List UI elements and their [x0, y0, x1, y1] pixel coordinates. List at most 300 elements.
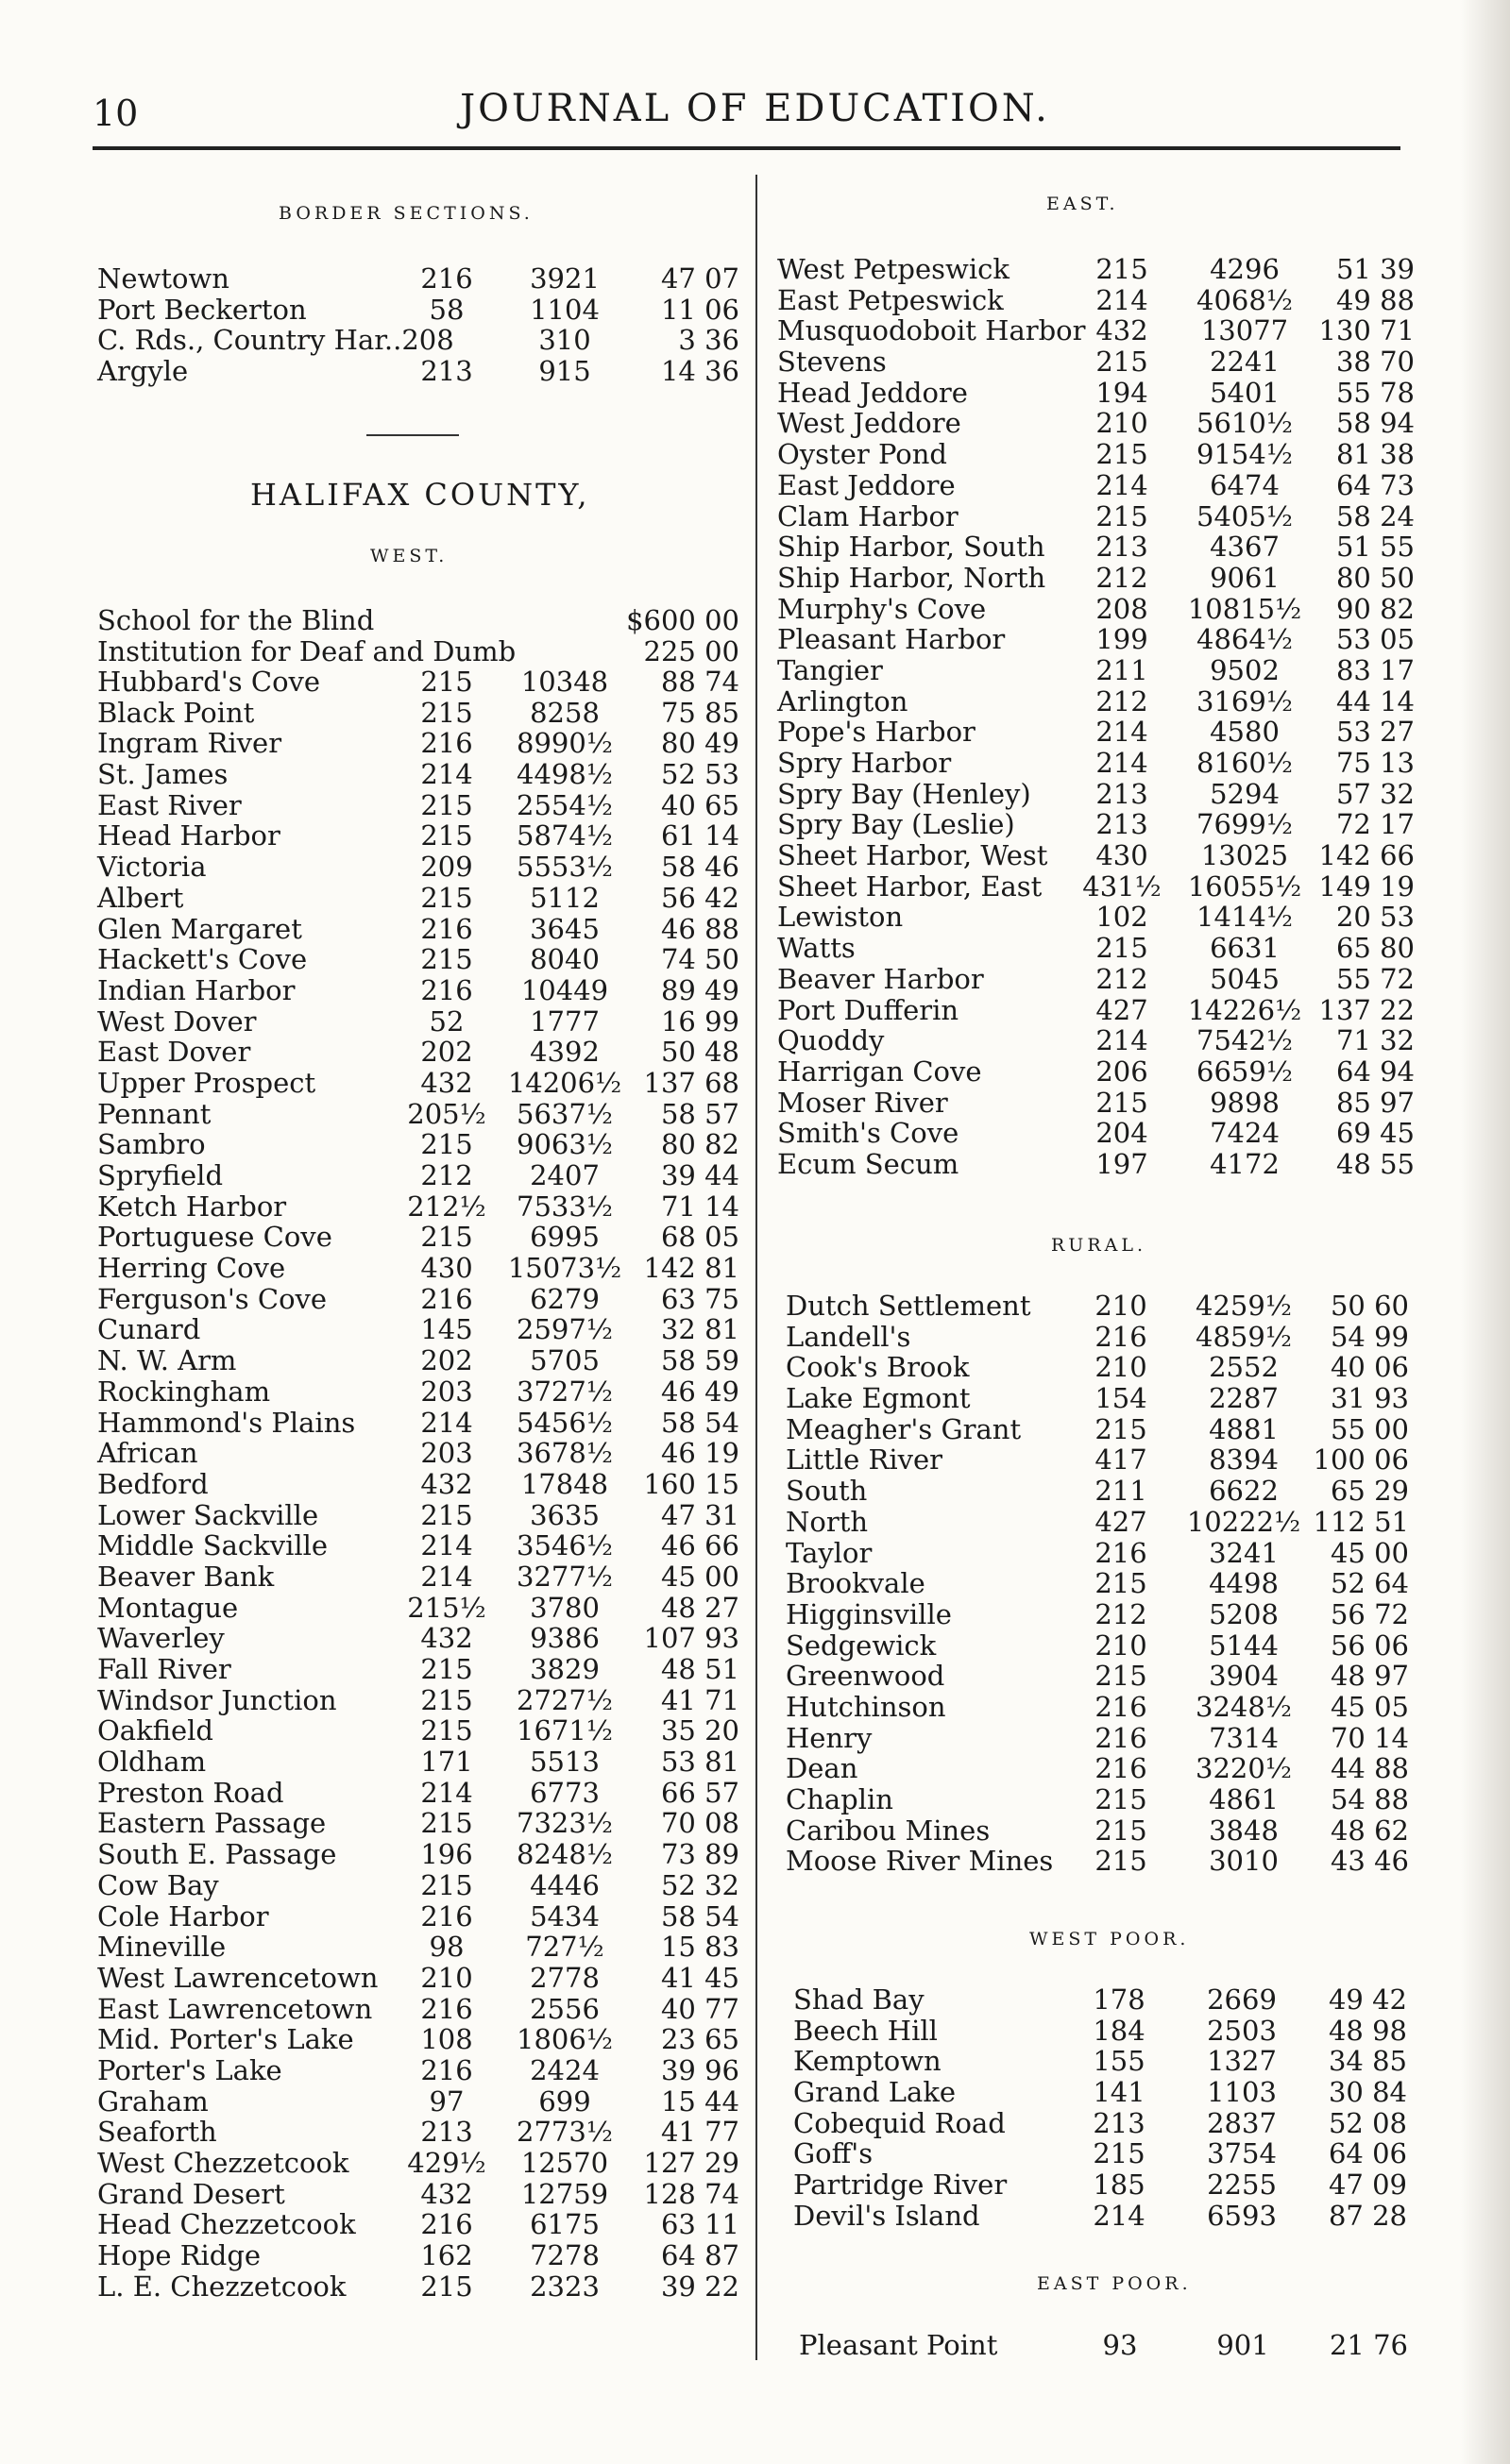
grant-amount: 71 32 — [1335, 1024, 1415, 1057]
teaching-days: 216 — [1094, 1320, 1147, 1353]
table-row — [97, 1593, 739, 1624]
section-name: Hope Ridge — [97, 2239, 262, 2272]
teaching-days: 215 — [1094, 1783, 1147, 1815]
teaching-days: 211 — [1094, 1475, 1147, 1508]
table-row — [97, 325, 739, 356]
section-name: South — [786, 1475, 868, 1508]
grant-amount: 16 99 — [660, 1004, 739, 1038]
teaching-days: 214 — [420, 1560, 473, 1593]
teaching-days: 93 — [1102, 2329, 1138, 2361]
average-attendance: 5405½ — [1196, 499, 1293, 532]
institution-name: Institution for Deaf and Dumb — [97, 634, 517, 667]
teaching-days: 206 — [1095, 1055, 1148, 1088]
teaching-days: 215 — [1094, 1814, 1147, 1847]
section-name: Dutch Settlement — [786, 1290, 1031, 1322]
table-row — [799, 2330, 1417, 2361]
teaching-days: 102 — [1095, 901, 1148, 934]
grant-amount: 48 97 — [1330, 1660, 1409, 1693]
teaching-days: 215 — [420, 2270, 473, 2303]
east-sections-table — [777, 254, 1419, 1180]
table-row — [786, 1568, 1418, 1599]
average-attendance: 5456½ — [517, 1406, 613, 1439]
average-attendance: 9061 — [1210, 561, 1280, 594]
grant-amount: 65 80 — [1335, 932, 1415, 965]
teaching-days: 215 — [420, 696, 473, 729]
section-name: Cobequid Road — [793, 2106, 1006, 2139]
west-sections-table — [97, 667, 739, 2302]
average-attendance: 2241 — [1210, 346, 1280, 379]
average-attendance: 6622 — [1209, 1475, 1279, 1508]
average-attendance: 3169½ — [1196, 684, 1293, 717]
teaching-days: 199 — [1095, 623, 1148, 656]
grant-amount: 55 00 — [1330, 1412, 1409, 1445]
teaching-days: 214 — [420, 758, 473, 791]
section-name: Oakfield — [97, 1714, 213, 1747]
section-name: Head Chezzetcook — [97, 2208, 356, 2241]
section-name: Mid. Porter's Lake — [97, 2023, 354, 2056]
grant-amount: 20 53 — [1335, 901, 1415, 934]
average-attendance: 2773½ — [517, 2116, 613, 2149]
teaching-days: 214 — [1095, 747, 1148, 779]
institution-row — [97, 636, 739, 667]
section-name: Devil's Island — [793, 2199, 980, 2232]
grant-amount: 57 32 — [1335, 777, 1415, 810]
section-name: Moser River — [777, 1086, 948, 1119]
teaching-days: 214 — [420, 1776, 473, 1809]
teaching-days: 196 — [420, 1838, 473, 1871]
section-name: Upper Prospect — [97, 1066, 316, 1099]
section-name: East Dover — [97, 1036, 251, 1069]
teaching-days: 210 — [1095, 407, 1148, 440]
average-attendance: 3645 — [530, 912, 600, 945]
section-name: East Lawrencetown — [97, 1992, 373, 2025]
table-row — [777, 995, 1419, 1026]
teaching-days: 97 — [429, 2084, 465, 2118]
section-name: West Petpeswick — [777, 253, 1009, 285]
table-row — [786, 1630, 1418, 1662]
teaching-days: 212 — [1095, 561, 1148, 594]
teaching-days: 215 — [420, 788, 473, 821]
grant-amount: 11 06 — [660, 293, 739, 326]
average-attendance: 10815½ — [1187, 592, 1302, 625]
section-name: Spryfield — [97, 1159, 224, 1191]
section-name: Spry Harbor — [777, 747, 952, 779]
grant-amount: 53 81 — [660, 1746, 739, 1779]
rural-sections-table — [786, 1291, 1418, 1877]
border-sections-heading: BORDER SECTIONS. — [279, 203, 534, 224]
teaching-days: 215 — [420, 1498, 473, 1531]
section-name: Shad Bay — [793, 1983, 925, 2016]
average-attendance: 2255 — [1207, 2169, 1277, 2202]
section-name: Sheet Harbor, East — [777, 869, 1043, 903]
average-attendance: 4259½ — [1196, 1290, 1292, 1322]
table-row — [786, 1692, 1418, 1723]
section-name: South E. Passage — [97, 1838, 337, 1871]
section-name: Pleasant Point — [799, 2329, 998, 2361]
teaching-days: 178 — [1093, 1983, 1145, 2016]
table-row — [97, 1839, 739, 1870]
average-attendance: 16055½ — [1187, 869, 1302, 903]
table-row — [97, 1099, 739, 1130]
teaching-days: 213 — [1095, 777, 1148, 810]
grant-amount: 15 44 — [660, 2084, 739, 2118]
average-attendance: 3904 — [1209, 1660, 1279, 1693]
average-attendance: 3678½ — [517, 1437, 613, 1470]
average-attendance: 2503 — [1207, 2014, 1277, 2047]
grant-amount: 52 32 — [660, 1868, 739, 1901]
section-name: Pope's Harbor — [777, 716, 976, 749]
grant-amount: 55 78 — [1335, 376, 1415, 409]
west-heading: WEST. — [370, 546, 449, 566]
teaching-days: 432 — [420, 1622, 473, 1655]
section-name: African — [97, 1437, 198, 1470]
teaching-days: 212 — [1095, 684, 1148, 717]
section-name: Moose River Mines — [786, 1845, 1054, 1878]
teaching-days: 210 — [1094, 1351, 1147, 1384]
grant-amount: 41 71 — [660, 1683, 739, 1716]
table-row — [97, 1253, 739, 1284]
table-row — [97, 1808, 739, 1839]
section-name: Indian Harbor — [97, 973, 296, 1006]
table-row — [786, 1476, 1418, 1507]
grant-amount: 49 42 — [1328, 1983, 1407, 2016]
section-name: Meagher's Grant — [786, 1412, 1022, 1445]
average-attendance: 5874½ — [517, 819, 613, 852]
journal-title: JOURNAL OF EDUCATION. — [460, 87, 1050, 130]
average-attendance: 7542½ — [1196, 1024, 1293, 1057]
teaching-days: 209 — [420, 851, 473, 884]
average-attendance: 8394 — [1209, 1443, 1279, 1477]
table-row — [97, 2117, 739, 2148]
grant-amount: 48 27 — [660, 1591, 739, 1624]
teaching-days: 216 — [1094, 1536, 1147, 1569]
table-row — [97, 1284, 739, 1315]
section-name: Lower Sackville — [97, 1498, 319, 1531]
table-row — [97, 883, 739, 914]
teaching-days: 215 — [1095, 438, 1148, 471]
table-row — [97, 1561, 739, 1593]
grant-amount: 75 85 — [660, 696, 739, 729]
grant-amount: 54 99 — [1330, 1320, 1409, 1353]
section-name: West Lawrencetown — [97, 1961, 379, 1994]
average-attendance: 1103 — [1207, 2076, 1277, 2109]
teaching-days: 52 — [429, 1004, 465, 1038]
table-row — [777, 315, 1419, 346]
average-attendance: 2727½ — [517, 1683, 613, 1716]
teaching-days: 214 — [1095, 716, 1148, 749]
table-row — [793, 2046, 1417, 2077]
table-row — [97, 1376, 739, 1408]
teaching-days: 216 — [1094, 1752, 1147, 1785]
grant-amount: 72 17 — [1335, 808, 1415, 841]
teaching-days: 58 — [429, 293, 465, 326]
table-row — [97, 1994, 739, 2025]
grant-amount: 46 19 — [660, 1437, 739, 1470]
average-attendance: 4864½ — [1196, 623, 1293, 656]
average-attendance: 5705 — [530, 1344, 600, 1377]
east-heading: EAST. — [1046, 194, 1119, 214]
table-row — [777, 809, 1419, 840]
grant-amount: 137 22 — [1318, 993, 1415, 1026]
grant-amount: 58 94 — [1335, 407, 1415, 440]
teaching-days: 202 — [420, 1036, 473, 1069]
section-name: North — [786, 1505, 869, 1538]
average-attendance: 2837 — [1207, 2106, 1277, 2139]
average-attendance: 3546½ — [517, 1529, 613, 1562]
table-row — [777, 964, 1419, 995]
grant-amount: 46 49 — [660, 1375, 739, 1408]
average-attendance: 4861 — [1209, 1783, 1279, 1815]
table-row — [97, 2086, 739, 2118]
table-row — [777, 902, 1419, 933]
table-row — [97, 2024, 739, 2055]
average-attendance: 5434 — [530, 1899, 600, 1932]
table-row — [97, 1870, 739, 1901]
section-name: Partridge River — [793, 2169, 1008, 2202]
grant-amount: 45 00 — [1330, 1536, 1409, 1569]
section-name: Caribou Mines — [786, 1814, 991, 1847]
table-row — [97, 914, 739, 945]
table-row — [97, 1500, 739, 1531]
table-row — [97, 1963, 739, 1994]
section-name: East River — [97, 788, 242, 821]
table-row — [97, 1438, 739, 1469]
section-name: Oyster Pond — [777, 438, 947, 471]
teaching-days: 417 — [1094, 1443, 1147, 1477]
teaching-days: 211 — [1095, 653, 1148, 686]
grant-amount: 14 36 — [660, 355, 739, 388]
grant-amount: 87 28 — [1328, 2199, 1407, 2232]
teaching-days: 194 — [1095, 376, 1148, 409]
teaching-days: 215 — [1094, 1660, 1147, 1693]
grant-amount: 69 45 — [1335, 1117, 1415, 1150]
grant-amount: 63 11 — [660, 2208, 739, 2241]
grant-amount: 128 74 — [643, 2177, 739, 2210]
table-row — [777, 1025, 1419, 1056]
teaching-days: 208 — [1095, 592, 1148, 625]
section-name: East Petpeswick — [777, 283, 1004, 316]
table-row — [777, 563, 1419, 594]
table-row — [777, 933, 1419, 964]
grant-amount: 71 14 — [660, 1190, 739, 1223]
grant-amount: 34 85 — [1328, 2045, 1407, 2078]
grant-amount: 68 05 — [660, 1221, 739, 1254]
grant-amount: 130 71 — [1318, 314, 1415, 347]
table-row — [97, 790, 739, 821]
section-name: Ketch Harbor — [97, 1190, 287, 1223]
average-attendance: 6631 — [1210, 932, 1280, 965]
table-row — [97, 1932, 739, 1963]
average-attendance: 8248½ — [517, 1838, 613, 1871]
grant-amount: 56 72 — [1330, 1597, 1409, 1630]
teaching-days: 216 — [420, 1899, 473, 1932]
average-attendance: 4498½ — [517, 758, 613, 791]
grant-amount: 70 14 — [1330, 1721, 1409, 1754]
average-attendance: 2424 — [530, 2053, 600, 2086]
table-row — [97, 2209, 739, 2240]
grant-amount: 61 14 — [660, 819, 739, 852]
section-name: Sedgewick — [786, 1629, 937, 1662]
grant-amount: 15 83 — [660, 1931, 739, 1964]
average-attendance: 4859½ — [1196, 1320, 1292, 1353]
teaching-days: 213 — [1093, 2106, 1145, 2139]
teaching-days: 216 — [420, 912, 473, 945]
average-attendance: 1806½ — [517, 2023, 613, 2056]
header-rule — [93, 146, 1400, 150]
section-name: Herring Cove — [97, 1252, 286, 1285]
section-name: C. Rds., Country Har..208 — [97, 324, 454, 357]
grant-amount: 58 24 — [1335, 499, 1415, 532]
grant-amount: 137 68 — [643, 1066, 739, 1099]
teaching-days: 215 — [1094, 1412, 1147, 1445]
grant-amount: 21 76 — [1329, 2329, 1408, 2361]
section-name: Sheet Harbor, West — [777, 839, 1048, 872]
section-name: East Jeddore — [777, 468, 956, 501]
teaching-days: 215 — [1095, 346, 1148, 379]
grant-amount: 66 57 — [660, 1776, 739, 1809]
table-row — [97, 1469, 739, 1500]
teaching-days: 215 — [1093, 2137, 1145, 2170]
section-name: Kemptown — [793, 2045, 942, 2078]
teaching-days: 214 — [1095, 468, 1148, 501]
average-attendance: 8990½ — [517, 727, 613, 760]
average-attendance: 6593 — [1207, 2199, 1277, 2232]
table-row — [97, 356, 739, 387]
average-attendance: 6279 — [530, 1282, 600, 1315]
teaching-days: 216 — [420, 262, 473, 295]
average-attendance: 6659½ — [1196, 1055, 1293, 1088]
average-attendance: 4580 — [1210, 716, 1280, 749]
teaching-days: 98 — [429, 1931, 465, 1964]
teaching-days: 215 — [1095, 1086, 1148, 1119]
section-name: Rockingham — [97, 1375, 271, 1408]
table-row — [793, 2169, 1417, 2201]
section-name: Hammond's Plains — [97, 1406, 356, 1439]
section-name: Victoria — [97, 851, 207, 884]
table-row — [97, 1037, 739, 1068]
teaching-days: 215 — [420, 943, 473, 976]
section-name: Bedford — [97, 1467, 209, 1500]
grant-amount: 44 88 — [1330, 1752, 1409, 1785]
page-number: 10 — [93, 93, 139, 134]
section-name: Spry Bay (Leslie) — [777, 808, 1015, 841]
table-row — [793, 2077, 1417, 2108]
average-attendance: 10348 — [520, 666, 609, 698]
teaching-days: 215 — [1095, 253, 1148, 285]
grant-amount: 56 06 — [1330, 1629, 1409, 1662]
teaching-days: 155 — [1093, 2045, 1145, 2078]
grant-amount: 127 29 — [643, 2147, 739, 2179]
table-row — [777, 285, 1419, 316]
average-attendance: 3220½ — [1196, 1752, 1292, 1785]
grant-amount: 41 45 — [660, 1961, 739, 1994]
grant-amount: 65 29 — [1330, 1475, 1409, 1508]
grant-amount: 47 07 — [660, 262, 739, 295]
grant-amount: 40 65 — [660, 788, 739, 821]
teaching-days: 212 — [420, 1159, 473, 1191]
table-row — [97, 667, 739, 698]
teaching-days: 212½ — [407, 1190, 486, 1223]
average-attendance: 5144 — [1209, 1629, 1279, 1662]
section-name: Black Point — [97, 696, 255, 729]
average-attendance: 2323 — [530, 2270, 600, 2303]
grant-amount: 160 15 — [643, 1467, 739, 1500]
section-name: Murphy's Cove — [777, 592, 987, 625]
grant-amount: 40 77 — [660, 1992, 739, 2025]
teaching-days: 215 — [1094, 1567, 1147, 1600]
section-name: Ecum Secum — [777, 1147, 959, 1180]
teaching-days: 432 — [1095, 314, 1148, 347]
table-row — [777, 871, 1419, 903]
section-name: Arlington — [777, 684, 908, 717]
grant-amount: 48 98 — [1328, 2014, 1407, 2047]
border-sections-table — [97, 263, 739, 387]
average-attendance: 5208 — [1209, 1597, 1279, 1630]
table-row — [786, 1383, 1418, 1414]
teaching-days: 171 — [420, 1746, 473, 1779]
table-row — [97, 2179, 739, 2210]
average-attendance: 8040 — [530, 943, 600, 976]
average-attendance: 1104 — [530, 293, 600, 326]
section-name: Higginsville — [786, 1597, 952, 1630]
teaching-days: 216 — [420, 2053, 473, 2086]
average-attendance: 3780 — [530, 1591, 600, 1624]
east-poor-heading: EAST POOR. — [1037, 2273, 1192, 2294]
institution-row — [97, 605, 739, 636]
table-row — [97, 820, 739, 852]
teaching-days: 184 — [1093, 2014, 1145, 2047]
average-attendance: 2287 — [1209, 1382, 1279, 1415]
average-attendance: 727½ — [525, 1931, 604, 1964]
grant-amount: 83 17 — [1335, 653, 1415, 686]
grant-amount: 75 13 — [1335, 747, 1415, 779]
grant-amount: 70 08 — [660, 1807, 739, 1840]
teaching-days: 215 — [1094, 1845, 1147, 1878]
table-row — [777, 624, 1419, 655]
table-row — [793, 2108, 1417, 2139]
average-attendance: 7533½ — [517, 1190, 613, 1223]
grant-amount: 39 96 — [660, 2053, 739, 2086]
table-row — [97, 1654, 739, 1685]
grant-amount: 50 60 — [1330, 1290, 1409, 1322]
teaching-days: 204 — [1095, 1117, 1148, 1150]
east-poor-table — [799, 2330, 1417, 2361]
institution-amount: $600 00 — [626, 604, 739, 636]
average-attendance: 7699½ — [1196, 808, 1293, 841]
grant-amount: 142 66 — [1318, 839, 1415, 872]
grant-amount: 45 05 — [1330, 1690, 1409, 1723]
average-attendance: 6175 — [530, 2208, 600, 2241]
grant-amount: 3 36 — [678, 324, 739, 357]
grant-amount: 149 19 — [1318, 869, 1415, 903]
grant-amount: 48 51 — [660, 1653, 739, 1685]
section-name: Chaplin — [786, 1783, 893, 1815]
teaching-days: 203 — [420, 1375, 473, 1408]
grant-amount: 51 39 — [1335, 253, 1415, 285]
teaching-days: 213 — [420, 355, 473, 388]
section-name: St. James — [97, 758, 229, 791]
grant-amount: 58 54 — [660, 1406, 739, 1439]
page-edge-shadow — [1461, 0, 1510, 2464]
table-row — [777, 748, 1419, 779]
average-attendance: 3921 — [530, 262, 600, 295]
average-attendance: 2554½ — [517, 788, 613, 821]
table-row — [777, 594, 1419, 625]
table-row — [97, 2055, 739, 2086]
section-name: Beech Hill — [793, 2014, 938, 2047]
grant-amount: 32 81 — [660, 1313, 739, 1346]
grant-amount: 46 88 — [660, 912, 739, 945]
